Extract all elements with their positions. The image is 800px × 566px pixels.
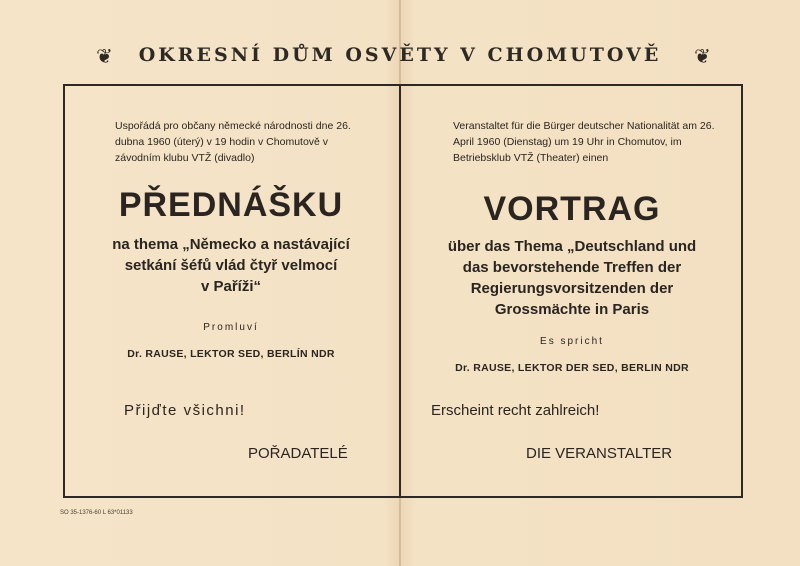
poster-header: OKRESNÍ DŮM OSVĚTY V CHOMUTOVĚ — [138, 44, 662, 66]
german-organizer: DIE VERANSTALTER — [526, 445, 673, 462]
print-code: SO 35-1376-60 L 63*01133 — [60, 510, 133, 516]
czech-intro: Uspořádá pro občany německé národnosti dne 26. dubna 1960 (úterý) v 19 hodin v Chomutově v závodním klubu VTŽ (divadlo) — [115, 120, 351, 164]
czech-topic-line: setkání šéfů vlád čtyř velmocí — [124, 257, 338, 274]
german-topic-line: Regierungsvorsitzenden der — [470, 280, 674, 297]
czech-call-to-action: Přijďte všichni! — [124, 402, 246, 419]
german-call-to-action: Erscheint recht zahlreich! — [431, 402, 600, 419]
german-panel — [401, 84, 743, 498]
czech-topic-line: na thema „Německo a nastávající — [112, 236, 350, 253]
german-topic-line: das bevorstehende Treffen der — [462, 259, 682, 276]
german-topic-line: über das Thema „Deutschland und — [447, 238, 697, 255]
german-title: VORTRAG — [483, 190, 661, 228]
czech-organizer: POŘADATELÉ — [248, 445, 348, 462]
german-intro: Veranstaltet für die Bürger deutscher Nationalität am 26. April 1960 (Dienstag) um 19 Uhr in Chomutov, im Betriebsklub VTŽ (Theater) einen — [453, 120, 715, 164]
german-speaker: Dr. RAUSE, LEKTOR DER SED, BERLIN NDR — [455, 362, 689, 374]
right-ornament-icon: ❦ — [694, 44, 711, 68]
czech-speaker: Dr. RAUSE, LEKTOR SED, BERLÍN NDR — [127, 348, 335, 360]
left-ornament-icon: ❦ — [96, 44, 113, 68]
german-speaker-label: Es spricht — [540, 336, 604, 347]
czech-topic — [63, 234, 399, 297]
czech-panel — [63, 84, 399, 498]
czech-title: PŘEDNÁŠKU — [118, 186, 344, 224]
german-topic-line: Grossmächte in Paris — [494, 301, 650, 318]
czech-topic-line: v Paříži“ — [200, 278, 262, 295]
german-topic — [401, 236, 743, 320]
czech-speaker-label: Promluví — [203, 322, 259, 333]
